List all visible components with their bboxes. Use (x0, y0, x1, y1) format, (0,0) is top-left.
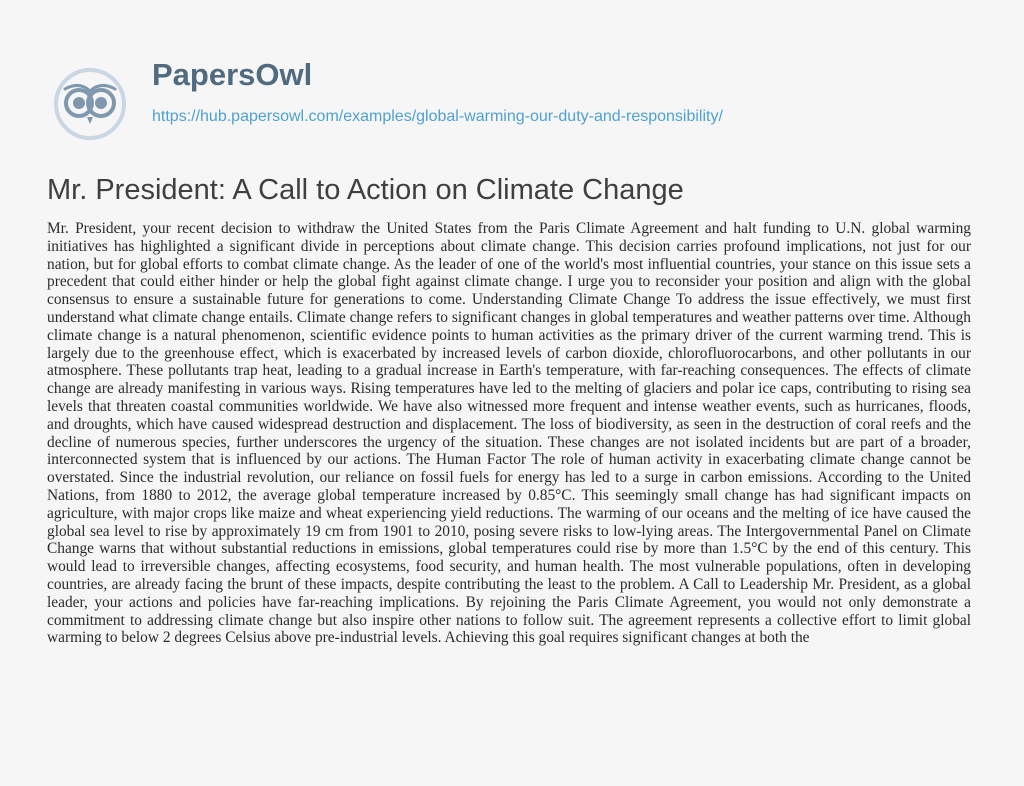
owl-icon (48, 67, 132, 141)
brand-name[interactable]: PapersOwl (152, 57, 313, 92)
preview-fade-overlay (0, 660, 1024, 786)
source-url-link[interactable]: https://hub.papersowl.com/examples/global-warming-our-duty-and-responsibility/ (152, 108, 723, 125)
site-header (0, 0, 1024, 152)
page-title: Mr. President: A Call to Action on Climate Change (47, 174, 684, 206)
essay-body: Mr. President, your recent decision to withdraw the United States from the Paris Climate Agreement and halt funding to U.N. global warming initiatives has highlighted a significant divide in perceptions about climate change. This decision carries profound implications, not just for our nation, but for global efforts to combat climate change. As the leader of one of the world's most influential countries, your stance on this issue sets a precedent that could either hinder or help the global fight against climate change. I urge you to reconsider your position and align with the global consensus to ensure a sustainable future for generations to come. Understanding Climate Change To address the issue effectively, we must first understand what climate change entails. Climate change refers to significant changes in global temperatures and weather patterns over time. Although climate change is a natural phenomenon, scientific evidence points to human activities as the primary driver of the current warming trend. This is largely due to the greenhouse effect, which is exacerbated by increased levels of carbon dioxide, chlorofluorocarbons, and other pollutants in our atmosphere. These pollutants trap heat, leading to a gradual increase in Earth's temperature, with far-reaching consequences. The effects of climate change are already manifesting in various ways. Rising temperatures have led to the melting of glaciers and polar ice caps, contributing to rising sea levels that threaten coastal communities worldwide. We have also witnessed more frequent and intense weather events, such as hurricanes, floods, and droughts, which have caused widespread destruction and displacement. The loss of biodiversity, as seen in the destruction of coral reefs and the decline of numerous species, further underscores the urgency of the situation. These changes are not isolated incidents but are part of a broader, interconnected system that is influenced by our actions. The Human Factor The role of human activity in exacerbating climate change cannot be overstated. Since the industrial revolution, our reliance on fossil fuels for energy has led to a surge in carbon emissions. According to the United Nations, from 1880 to 2012, the average global temperature increased by 0.85°C. This seemingly small change has had significant impacts on agriculture, with major crops like maize and wheat experiencing yield reductions. The warming of our oceans and the melting of ice have caused the global sea level to rise by approximately 19 cm from 1901 to 2010, posing severe risks to low-lying areas. The Intergovernmental Panel on Climate Change warns that without substantial reductions in emissions, global temperatures could rise by more than 1.5°C by the end of this century. This would lead to irreversible changes, affecting ecosystems, food security, and human health. The most vulnerable populations, often in developing countries, are already facing the brunt of these impacts, despite contributing the least to the problem. A Call to Leadership Mr. President, as a global leader, your actions and policies have far-reaching implications. By rejoining the Paris Climate Agreement, you would not only demonstrate a commitment to addressing climate change but also inspire other nations to follow suit. The agreement represents a collective effort to limit global warming to below 2 degrees Celsius above pre-industrial levels. Achieving this goal requires significant changes at both the (47, 220, 971, 647)
